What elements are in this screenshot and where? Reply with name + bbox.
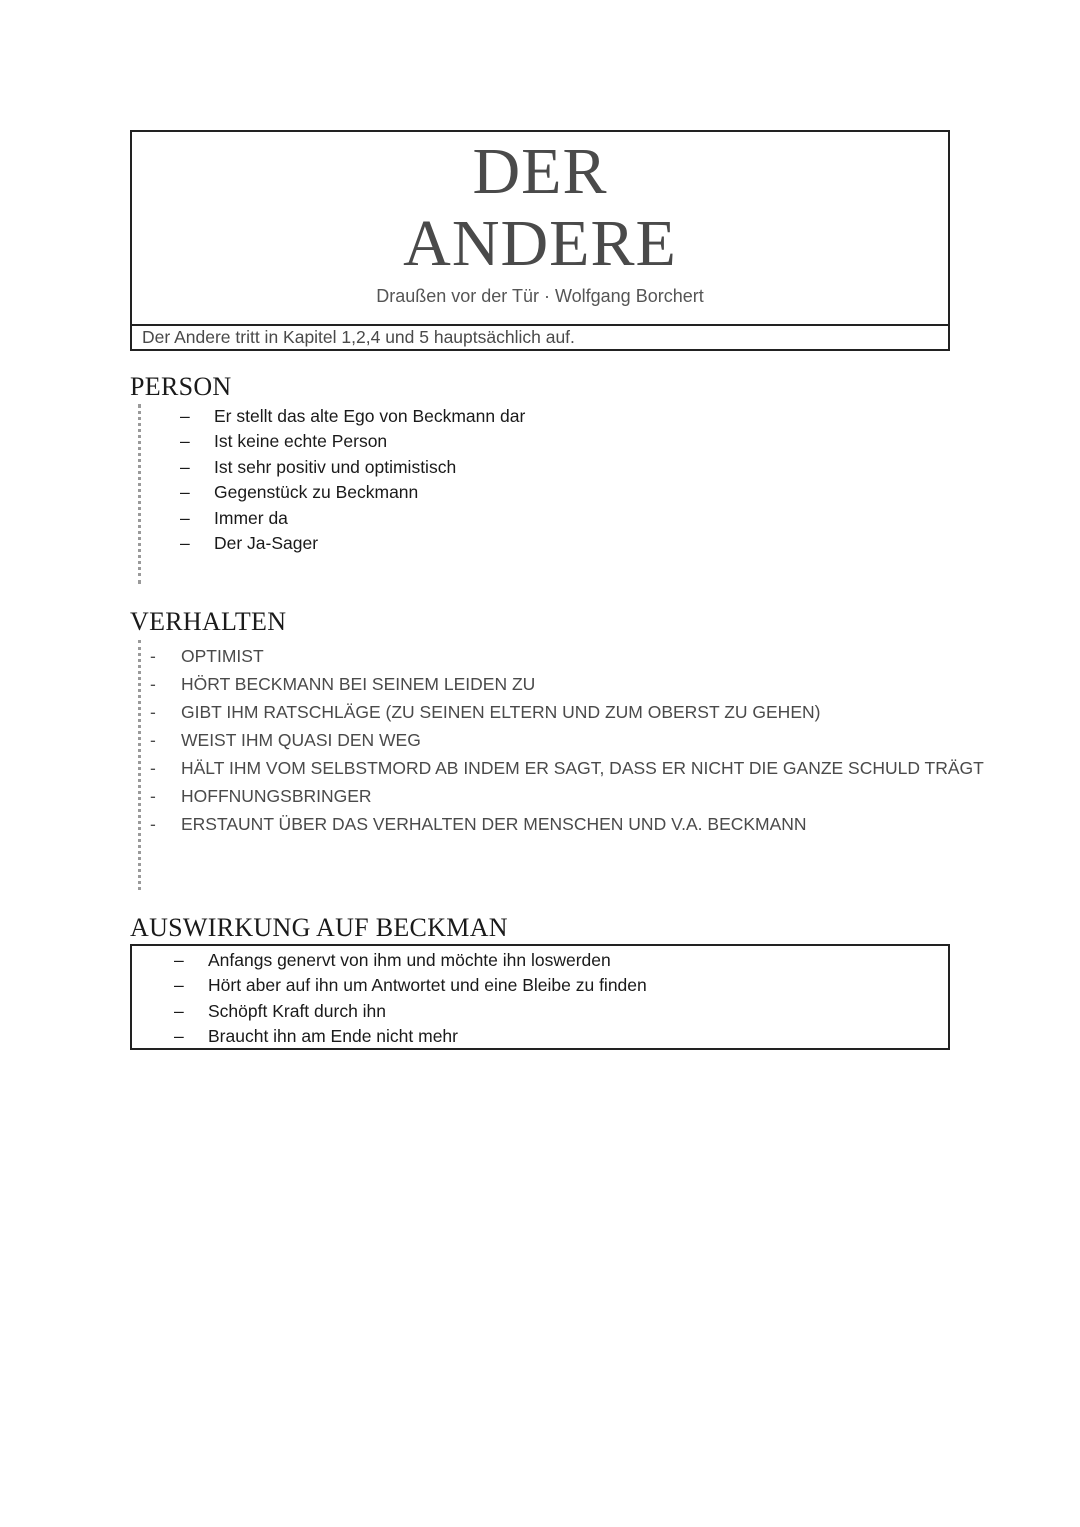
list-item-text: Schöpft Kraft durch ihn bbox=[208, 1000, 387, 1021]
list-item bbox=[150, 726, 984, 754]
list-item-text: HOFFNUNGSBRINGER bbox=[181, 786, 372, 806]
list-item-text: Ist sehr positiv und optimistisch bbox=[214, 456, 457, 477]
bullet-dash: – bbox=[180, 406, 190, 426]
dotted-side-rule-person bbox=[138, 404, 141, 584]
title-box bbox=[130, 130, 950, 326]
list-item bbox=[150, 782, 984, 810]
list-item bbox=[180, 480, 525, 505]
bullet-dash: – bbox=[180, 431, 190, 452]
list-item bbox=[180, 404, 525, 429]
list-item bbox=[150, 754, 984, 782]
list-item-text: Ist keine echte Person bbox=[214, 431, 388, 452]
list-item bbox=[174, 1024, 647, 1049]
list-item bbox=[150, 698, 984, 726]
auswirkung-box bbox=[130, 944, 950, 1050]
list-item bbox=[174, 973, 647, 998]
list-item-text: Der Ja-Sager bbox=[214, 532, 319, 553]
bullet-dash: – bbox=[174, 950, 184, 970]
section-heading-auswirkung: AUSWIRKUNG AUF BECKMAN bbox=[130, 913, 508, 942]
bullet-dash: - bbox=[150, 702, 156, 722]
document-subtitle: Draußen vor der Tür · Wolfgang Borchert bbox=[376, 286, 704, 306]
bullet-dash: - bbox=[150, 674, 156, 694]
list-item-text: OPTIMIST bbox=[181, 646, 264, 666]
bullet-dash: – bbox=[180, 507, 190, 528]
intro-note: Der Andere tritt in Kapitel 1,2,4 und 5 hauptsächlich auf. bbox=[130, 324, 950, 351]
list-item bbox=[174, 948, 647, 973]
verhalten-list bbox=[150, 642, 984, 838]
list-item-text: WEIST IHM QUASI DEN WEG bbox=[181, 730, 421, 750]
list-item-text: Gegenstück zu Beckmann bbox=[214, 482, 419, 503]
bullet-dash: - bbox=[150, 646, 156, 666]
dotted-side-rule-verhalten bbox=[138, 640, 141, 890]
section-heading-verhalten: VERHALTEN bbox=[130, 607, 287, 636]
list-item-text: ERSTAUNT ÜBER DAS VERHALTEN DER MENSCHEN UND V.A. BECKMANN bbox=[181, 814, 807, 834]
auswirkung-list bbox=[174, 948, 647, 1050]
section-heading-person: PERSON bbox=[130, 372, 232, 401]
list-item-text: Er stellt das alte Ego von Beckmann dar bbox=[214, 406, 526, 426]
bullet-dash: – bbox=[180, 532, 190, 553]
list-item-text: Hört aber auf ihn um Antwortet und eine Bleibe zu finden bbox=[208, 975, 647, 996]
list-item bbox=[174, 999, 647, 1024]
bullet-dash: - bbox=[150, 786, 156, 806]
bullet-dash: - bbox=[150, 730, 156, 750]
document-title-line-2: ANDERE bbox=[403, 207, 677, 280]
list-item-text: Braucht ihn am Ende nicht mehr bbox=[208, 1026, 458, 1047]
bullet-dash: – bbox=[180, 456, 190, 477]
document-title-line-1: DER bbox=[472, 135, 608, 208]
list-item-text: Immer da bbox=[214, 507, 288, 528]
list-item-text: GIBT IHM RATSCHLÄGE (ZU SEINEN ELTERN UND ZUM OBERST ZU GEHEN) bbox=[181, 702, 821, 722]
list-item bbox=[150, 810, 984, 838]
bullet-dash: – bbox=[174, 975, 184, 996]
person-list bbox=[180, 404, 525, 556]
list-item bbox=[150, 642, 984, 670]
bullet-dash: - bbox=[150, 758, 156, 778]
list-item-text: HÄLT IHM VOM SELBSTMORD AB INDEM ER SAGT, DASS ER NICHT DIE GANZE SCHULD TRÄGT bbox=[181, 758, 984, 778]
list-item bbox=[180, 429, 525, 454]
bullet-dash: – bbox=[180, 482, 190, 503]
list-item bbox=[180, 531, 525, 556]
bullet-dash: - bbox=[150, 814, 156, 834]
list-item bbox=[180, 506, 525, 531]
bullet-dash: – bbox=[174, 1026, 184, 1047]
list-item-text: Anfangs genervt von ihm und möchte ihn loswerden bbox=[208, 950, 611, 970]
list-item-text: HÖRT BECKMANN BEI SEINEM LEIDEN ZU bbox=[181, 674, 536, 694]
list-item bbox=[150, 670, 984, 698]
bullet-dash: – bbox=[174, 1000, 184, 1021]
list-item bbox=[180, 455, 525, 480]
